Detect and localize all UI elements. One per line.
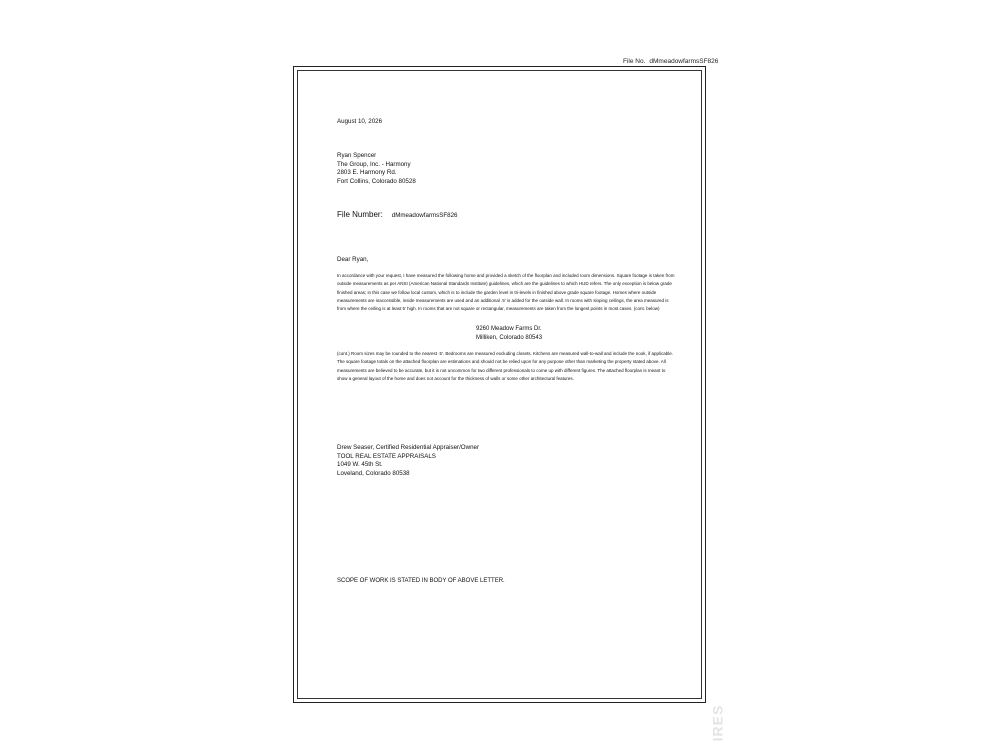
file-number-line bbox=[337, 211, 457, 221]
property-address bbox=[476, 325, 542, 342]
file-number-value: dMmeadowfarmsSF826 bbox=[391, 212, 458, 219]
paragraph-measurement-method bbox=[337, 272, 678, 313]
recipient-city: Fort Collins, Colorado 80528 bbox=[337, 177, 416, 185]
scope-of-work-note: SCOPE OF WORK IS STATED IN BODY OF ABOVE LETTER. bbox=[337, 578, 505, 584]
property-city: Milliken, Colorado 80543 bbox=[476, 334, 543, 341]
file-number-header bbox=[623, 58, 718, 65]
paragraph-line: measurements are inaccessible, inside measurements are used and an additional .5' is added for the outside wall. In rooms with sloping ceilings, the area measured is bbox=[337, 297, 669, 303]
recipient-street: 2803 E. Harmony Rd. bbox=[337, 169, 397, 177]
ires-watermark bbox=[704, 700, 730, 746]
paragraph-line: (cont.) Room sizes may be rounded to the nearest .5'. Bedrooms are measured excluding closets. Kitchens are measured wall-to-wall and include the nook, if applicable. bbox=[337, 351, 674, 356]
paragraph-line: outside measurements as per ANSI (American National Standards Institute) guidelines, which are the guidelines to which HUD refers. The only exception is below grade bbox=[337, 281, 672, 287]
property-street: 9260 Meadow Farms Dr. bbox=[476, 326, 542, 332]
signer-street: 1049 W. 45th St. bbox=[337, 461, 383, 469]
signer-company: TOOL REAL ESTATE APPRAISALS bbox=[337, 452, 436, 460]
recipient-company: The Group, Inc. - Harmony bbox=[337, 160, 411, 168]
paragraph-line: measurements are believed to be accurate, but it is not uncommon for two different professionals to come up with different figures. The attached floorplan is meant to bbox=[337, 367, 666, 373]
paragraph-disclaimer bbox=[337, 350, 678, 383]
paragraph-line: finished areas; in this case we follow local custom, which is to include the garden level in tri-levels in finished above grade square footage. Homes where outside bbox=[337, 289, 657, 295]
letter-date: August 10, 2026 bbox=[337, 118, 383, 125]
paragraph-line: In accordance with your request, I have measured the following home and provided a sketch of the floorplan and included room dimensions. Square footage is taken from bbox=[337, 273, 675, 278]
signer-name-title: Drew Seaser, Certified Residential Appraiser/Owner bbox=[337, 444, 480, 451]
recipient-name: Ryan Spencer bbox=[337, 152, 377, 159]
file-number-header-label: File No. bbox=[623, 58, 646, 65]
signer-city: Loveland, Colorado 80538 bbox=[337, 469, 410, 477]
watermark-text: IRES bbox=[709, 704, 725, 742]
file-number-label: File Number: bbox=[337, 210, 383, 219]
salutation: Dear Ryan, bbox=[337, 256, 369, 263]
paragraph-line: show a general layout of the home and does not account for the thickness of walls or some other architectural features. bbox=[337, 375, 574, 381]
file-number-header-value: dMmeadowfarmsSF826 bbox=[649, 58, 719, 65]
paragraph-line: The square footage totals on the attached floorplan are estimations and should not be relied upon for any purpose other than marketing the property stated above. All bbox=[337, 359, 666, 365]
recipient-address bbox=[337, 152, 416, 186]
paragraph-line: from where the ceiling is at least 5' high. In rooms that are not square or rectangular, measurements are taken from the longest points in most cases. (cont. below) bbox=[337, 306, 660, 312]
signature-block bbox=[337, 444, 479, 478]
